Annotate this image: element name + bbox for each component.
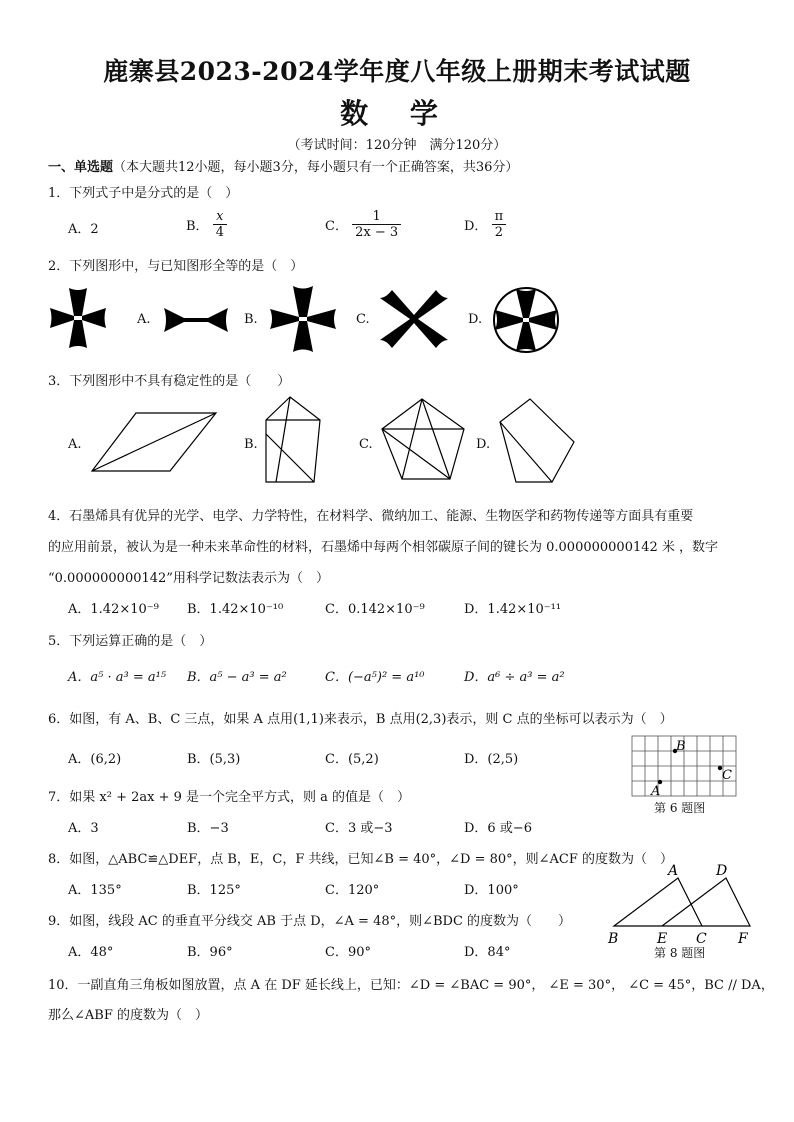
q3-option-d: D.: [476, 437, 491, 452]
q8-triangle-figure: [602, 860, 762, 946]
q8-option-b: B．125°: [187, 883, 241, 898]
q10-line-1: 10．一副直角三角板如图放置，点 A 在 DF 延长线上，已知：∠D = ∠BAC = 90°， ∠E = 30°， ∠C = 45°，BC // DA，: [48, 978, 774, 993]
q3-option-c: C.: [359, 437, 373, 452]
q6-option-c: C．(5,2): [325, 752, 379, 767]
fraction-numerator: x: [213, 209, 227, 225]
q8-option-c: C．120°: [325, 883, 380, 898]
q8-vertex-b-label: B: [608, 931, 619, 946]
q7-option-a: A．3: [68, 821, 99, 836]
q9-option-d: D．84°: [464, 945, 511, 960]
q1-stem: 1．下列式子中是分式的是（ ）: [48, 186, 239, 201]
q5-option-c: C．(−a⁵)² = a¹⁰: [325, 670, 425, 685]
q1-option-c: [325, 209, 401, 240]
q8-option-a: A．135°: [68, 883, 122, 898]
q2-figure-d: [490, 284, 562, 356]
exam-time-info: （考试时间：120分钟 满分120分）: [287, 138, 507, 153]
q2-option-c: C.: [356, 312, 370, 327]
q1-option-d-label: D．: [464, 219, 488, 234]
q1-option-b-fraction: [213, 209, 227, 240]
q8-vertex-e-label: E: [657, 931, 668, 946]
q6-grid-figure: [630, 734, 742, 798]
q8-vertex-f-label: F: [738, 931, 748, 946]
q3-figure-a: [90, 410, 220, 474]
q4-option-a: A．1.42×10⁻⁹: [68, 602, 159, 617]
q8-vertex-c-label: C: [696, 931, 707, 946]
q5-option-d: D．a⁶ ÷ a³ = a²: [464, 670, 565, 685]
section-note: （本大题共12小题，每小题3分，每小题只有一个正确答案，共36分）: [113, 160, 519, 175]
q2-figure-b: [268, 284, 338, 354]
q3-stem: 3．下列图形中不具有稳定性的是（ ）: [48, 374, 291, 389]
q6-point-b-label: B: [676, 739, 686, 754]
fraction-denominator: 4: [215, 225, 224, 240]
q6-caption: 第 6 题图: [654, 801, 706, 815]
q9-option-b: B．96°: [187, 945, 233, 960]
q3-figure-b: [262, 394, 326, 486]
q1-option-c-fraction: [352, 209, 401, 240]
subject-title: 数 学: [340, 97, 454, 130]
q3-figure-d: [496, 396, 578, 486]
q7-stem: 7．如果 x² + 2ax + 9 是一个完全平方式，则 a 的值是（ ）: [48, 790, 411, 805]
q1-option-b: [186, 209, 227, 240]
q9-stem: 9．如图，线段 AC 的垂直平分线交 AB 于点 D，∠A = 48°，则∠BDC 的度数为（ ）: [48, 914, 572, 929]
q7-option-b: B．−3: [187, 821, 229, 836]
q9-option-c: C．90°: [325, 945, 371, 960]
q8-caption: 第 8 题图: [654, 946, 706, 960]
q2-option-b: B.: [244, 312, 258, 327]
q4-line-1: 4．石墨烯具有优异的光学、电学、力学特性，在材料学、微纳加工、能源、生物医学和药物传递等方面具有重要: [48, 509, 694, 524]
q10-line-2: 那么∠ABF 的度数为（ ）: [48, 1008, 208, 1023]
fraction-numerator: 1: [352, 209, 401, 225]
exam-title: 鹿寨县2023-2024学年度八年级上册期末考试试题: [103, 57, 691, 86]
q9-option-a: A．48°: [68, 945, 114, 960]
q7-option-c: C．3 或−3: [325, 821, 393, 836]
q3-option-b: B.: [244, 437, 258, 452]
q8-stem: 8．如图，△ABC≌△DEF，点 B，E，C，F 共线，已知∠B = 40°，∠D = 80°，则∠ACF 的度数为（ ）: [48, 852, 674, 867]
q6-option-b: B．(5,3): [187, 752, 241, 767]
section-heading: [48, 156, 518, 175]
fraction-denominator: 2: [494, 225, 503, 240]
q5-option-a: A．a⁵ · a³ = a¹⁵: [68, 670, 167, 685]
q2-option-a: A.: [137, 312, 151, 327]
q3-option-a: A.: [68, 437, 82, 452]
q8-vertex-d-label: D: [716, 863, 728, 879]
q4-option-c: C．0.142×10⁻⁹: [325, 602, 425, 617]
q2-figure-c: [378, 284, 450, 354]
q6-stem: 6．如图，有 A、B、C 三点，如果 A 点用(1,1)来表示，B 点用(2,3)表示，则 C 点的坐标可以表示为（ ）: [48, 712, 673, 727]
q6-option-a: A．(6,2): [68, 752, 122, 767]
q2-stem: 2．下列图形中，与已知图形全等的是（ ）: [48, 259, 304, 274]
q1-option-a: A．2: [68, 222, 99, 237]
q5-option-b: B．a⁵ − a³ = a²: [187, 670, 287, 685]
q6-point-a-label: A: [651, 784, 661, 798]
q4-option-d: D．1.42×10⁻¹¹: [464, 602, 562, 617]
q8-vertex-a-label: A: [668, 863, 679, 879]
q1-option-d: [464, 209, 506, 240]
fraction-numerator: π: [492, 209, 507, 225]
q2-given-figure: [46, 284, 110, 352]
q2-option-d: D.: [468, 312, 483, 327]
q2-figure-a: [160, 300, 232, 340]
q1-option-b-label: B．: [186, 219, 209, 234]
q3-figure-c: [378, 396, 468, 482]
q7-option-d: D．6 或−6: [464, 821, 532, 836]
q1-option-c-label: C．: [325, 219, 348, 234]
q6-option-d: D．(2,5): [464, 752, 519, 767]
q6-point-c-label: C: [722, 768, 732, 783]
q8-option-d: D．100°: [464, 883, 519, 898]
q1-option-d-fraction: [492, 209, 507, 240]
q4-line-2: 的应用前景，被认为是一种未来革命性的材料，石墨烯中每两个相邻碳原子间的键长为 0.000000000142 米 ，数字: [48, 540, 719, 555]
q5-stem: 5．下列运算正确的是（ ）: [48, 634, 213, 649]
q4-option-b: B．1.42×10⁻¹⁰: [187, 602, 284, 617]
fraction-denominator: 2x − 3: [355, 225, 399, 240]
section-title: 一、单选题: [48, 160, 114, 175]
q4-line-3: “0.000000000142”用科学记数法表示为（ ）: [48, 571, 329, 586]
